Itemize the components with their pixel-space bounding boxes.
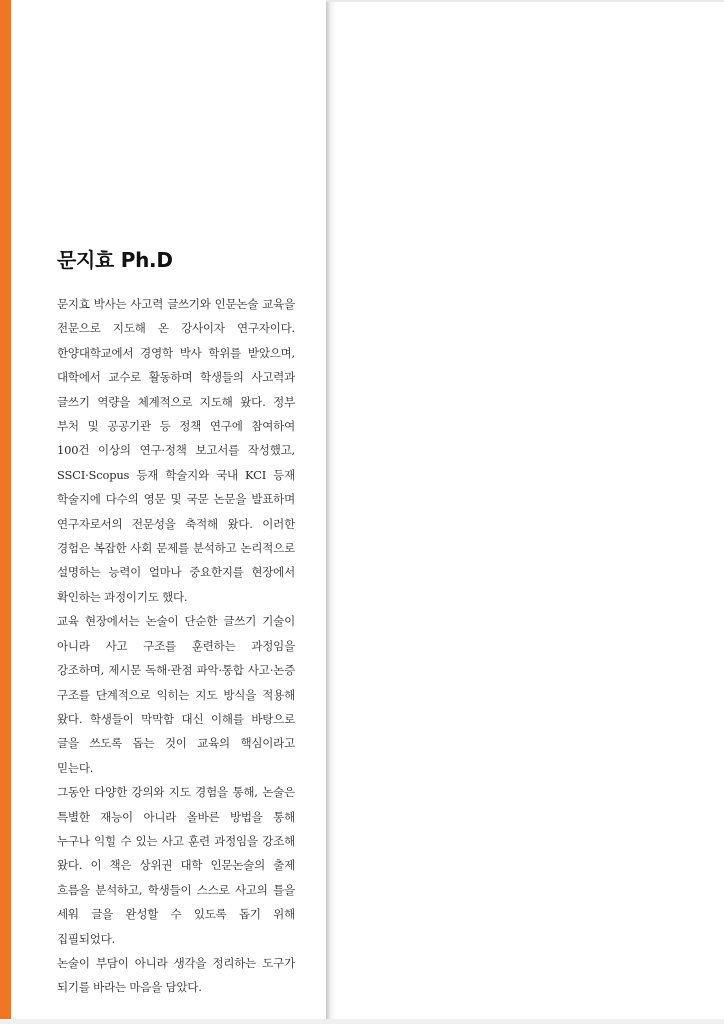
orange-accent-bar — [0, 0, 11, 1024]
author-name-title: 문지효 Ph.D — [57, 248, 173, 272]
bio-paragraph-1: 문지효 박사는 사고력 글쓰기와 인문논술 교육을 전문으로 지도해 온 강사이자 연구자이다. 한양대학교에서 경영학 박사 학위를 받았으며, 대학에서 교수로 활동하며 학생들의 사고력과 글쓰기 역량을 체계적으로 지도해 왔다. 정부 부처 및 공공기관 등 정책 연구에 참여하여 100건 이상의 연구·정책 보고서를 작성했고, SSCI·Scopus 등재 학술지와 국내 KCI 등재 학술지에 다수의 영문 및 국문 논문을 발표하며 연구자로서의 전문성을 축적해 왔다. 이러한 경험은 복잡한 사회 문제를 분석하고 논리적으로 설명하는 능력이 얼마나 중요한지를 현장에서 확인하는 과정이기도 했다. — [57, 297, 295, 604]
bio-paragraph-3: 그동안 다양한 강의와 지도 경험을 통해, 논술은 특별한 재능이 아니라 올바른 방법을 통해 누구나 익힐 수 있는 사고 훈련 과정임을 강조해 왔다. 이 책은 상위권 대학 인문논술의 출제 흐름을 분석하고, 학생들이 스스로 사고의 틀을 세워 글을 완성할 수 있도록 돕기 위해 집필되었다. — [57, 785, 295, 946]
page-shadow — [326, 0, 336, 1024]
bio-paragraph-4: 논술이 부담이 아니라 생각을 정리하는 도구가 되기를 바라는 마음을 담았다. — [57, 955, 295, 995]
bottom-edge-strip — [0, 1019, 724, 1024]
bio-paragraph-2: 교육 현장에서는 논술이 단순한 글쓰기 기술이 아니라 사고 구조를 훈련하는 과정임을 강조하며, 제시문 독해·관점 파악·통합 사고·논증 구조를 단계적으로 익히는 지도 방식을 적용해 왔다. 학생들이 막막함 대신 이해를 바탕으로 글을 쓰도록 돕는 것이 교육의 핵심이라고 믿는다. — [57, 614, 295, 775]
author-bio — [57, 292, 295, 1000]
top-edge-strip — [326, 0, 724, 2]
